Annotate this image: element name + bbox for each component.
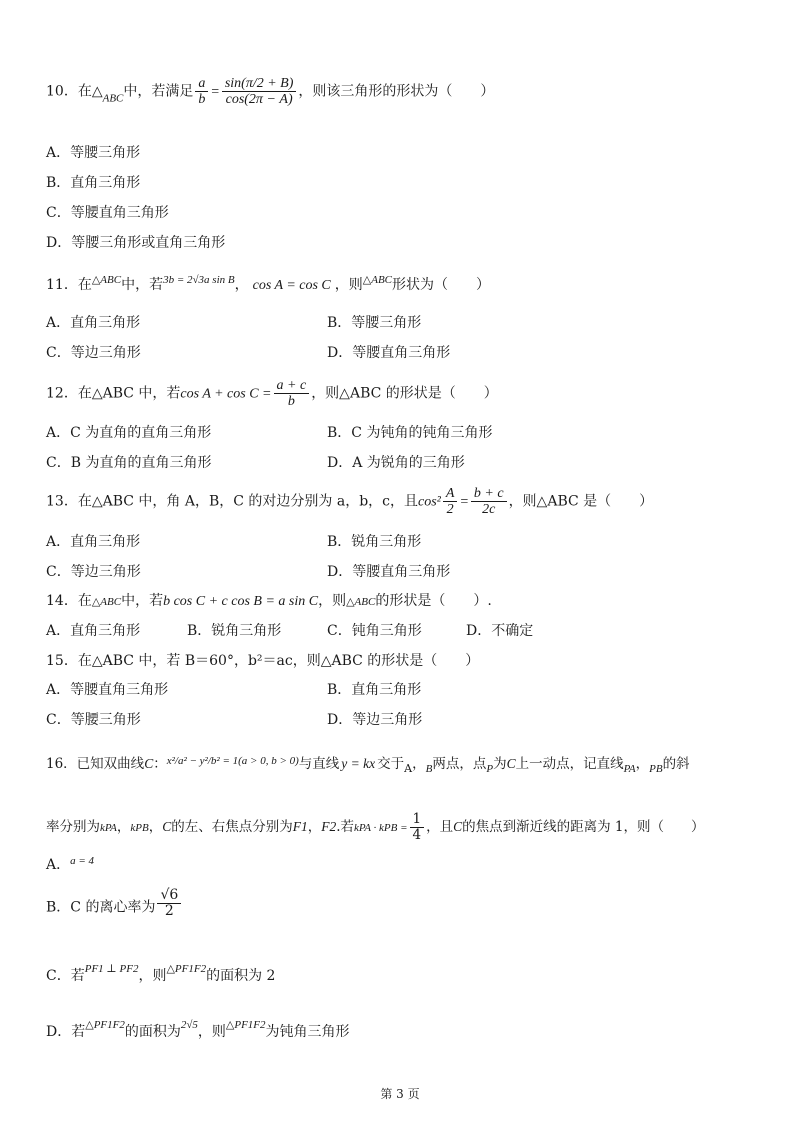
q16-option-c[interactable]: C．若$^{PF1 \perp PF2}$，则$^{\triangle PF1F2}$的面积为 2 — [46, 963, 276, 984]
q16-b-frac: $\frac{√6}{2}$ — [157, 888, 181, 919]
q13-option-a[interactable]: A．直角三角形 — [46, 534, 141, 550]
q16-option-a[interactable]: A．$^{a = 4}$ — [46, 855, 95, 873]
q10-frac-trig: $\frac{\sin(\pi/2 + B)}{\cos(2\pi - A)}$ — [222, 76, 297, 107]
q13-frac-left: $\frac{A}{2}$ — [443, 486, 458, 517]
q11-option-c[interactable]: C．等边三角形 — [46, 345, 141, 361]
q12-option-c[interactable]: C．B 为直角的直角三角形 — [46, 455, 212, 471]
q11-option-b[interactable]: B．等腰三角形 — [327, 315, 422, 331]
q13-option-b[interactable]: B．锐角三角形 — [327, 534, 422, 550]
q12-option-b[interactable]: B．C 为钝角的钝角三角形 — [327, 425, 493, 441]
q13-option-d[interactable]: D．等腰直角三角形 — [327, 564, 451, 580]
q14-stem: 14．在△ABC中，若b cos C + c cos B = a sin C，则△ABC的形状是（ ）. — [46, 593, 492, 609]
q10-stem: 10．在$\triangle_{ABC}$中，若满足 $\frac{a}{b}$ = $\frac{\sin(\pi/2 + B)}{\cos(2\pi - A)}$ ，则该三角形的形状为（ ） — [46, 76, 495, 107]
q13-stem: 13．在△ABC 中，角 A，B，C 的对边分别为 a，b，c，且cos² $\frac{A}{2}$ = $\frac{b + c}{2c}$ ，则△ABC 是（ ） — [46, 486, 654, 517]
q15-option-a[interactable]: A．等腰直角三角形 — [46, 682, 169, 698]
q10-option-b[interactable]: B．直角三角形 — [46, 175, 141, 191]
q14-option-a[interactable]: A．直角三角形 — [46, 623, 141, 639]
q15-option-c[interactable]: C．等腰三角形 — [46, 712, 141, 728]
q16-option-d[interactable]: D．若$^{\triangle PF1F2}$的面积为$^{2√5}$，则$^{\triangle PF1F2}$为钝角三角形 — [46, 1019, 350, 1040]
q13-option-c[interactable]: C．等边三角形 — [46, 564, 141, 580]
q12-option-d[interactable]: D．A 为锐角的三角形 — [327, 455, 465, 471]
page-footer: 第 3 页 — [380, 1087, 420, 1101]
q10-option-a[interactable]: A．等腰三角形 — [46, 145, 141, 161]
q16-option-b[interactable]: B．C 的离心率为 $\frac{√6}{2}$ — [46, 888, 183, 919]
q11-option-d[interactable]: D．等腰直角三角形 — [327, 345, 451, 361]
q14-option-c[interactable]: C．钝角三角形 — [327, 623, 422, 639]
q12-option-a[interactable]: A．C 为直角的直角三角形 — [46, 425, 212, 441]
q15-stem: 15．在△ABC 中，若 B＝60°，b²＝ac，则△ABC 的形状是（ ） — [46, 653, 480, 669]
q15-option-b[interactable]: B．直角三角形 — [327, 682, 422, 698]
q12-frac: $\frac{a + c}{b}$ — [274, 378, 310, 409]
q16-stem-line1: 16．已知双曲线C：$^{x^2/a^2 - y^2/b^2 = 1(a > 0, b > 0)}$与直线 y = kx 交于$_A$，$_B$两点，点$_P$为C上一动点，记直线$_{PA}$，$_{PB}$的斜 — [46, 755, 690, 775]
q13-frac-right: $\frac{b + c}{2c}$ — [471, 486, 507, 517]
q11-option-a[interactable]: A．直角三角形 — [46, 315, 141, 331]
q14-option-b[interactable]: B．锐角三角形 — [187, 623, 282, 639]
q10-frac-ab: $\frac{a}{b}$ — [195, 76, 208, 107]
q10-option-c[interactable]: C．等腰直角三角形 — [46, 205, 169, 221]
q12-stem: 12．在△ABC 中，若cos A + cos C = $\frac{a + c}{b}$ ，则△ABC 的形状是（ ） — [46, 378, 498, 409]
q11-stem: 11．在$^{\triangle ABC}$中，若$^{3b = 2√3a sin B}$， cos A = cos C ，则$^{\triangle ABC}$形状为（ ） — [46, 274, 491, 293]
q14-option-d[interactable]: D．不确定 — [466, 623, 534, 639]
q10-option-d[interactable]: D．等腰三角形或直角三角形 — [46, 235, 226, 251]
q15-option-d[interactable]: D．等边三角形 — [327, 712, 423, 728]
q16-stem-line2: 率分别为kPA，kPB，C的左、右焦点分别为F1，F2.若kPA · kPB = $\frac{1}{4}$ ，且C的焦点到渐近线的距离为 1，则（ ） — [46, 811, 705, 843]
q16-frac: $\frac{1}{4}$ — [410, 812, 425, 843]
